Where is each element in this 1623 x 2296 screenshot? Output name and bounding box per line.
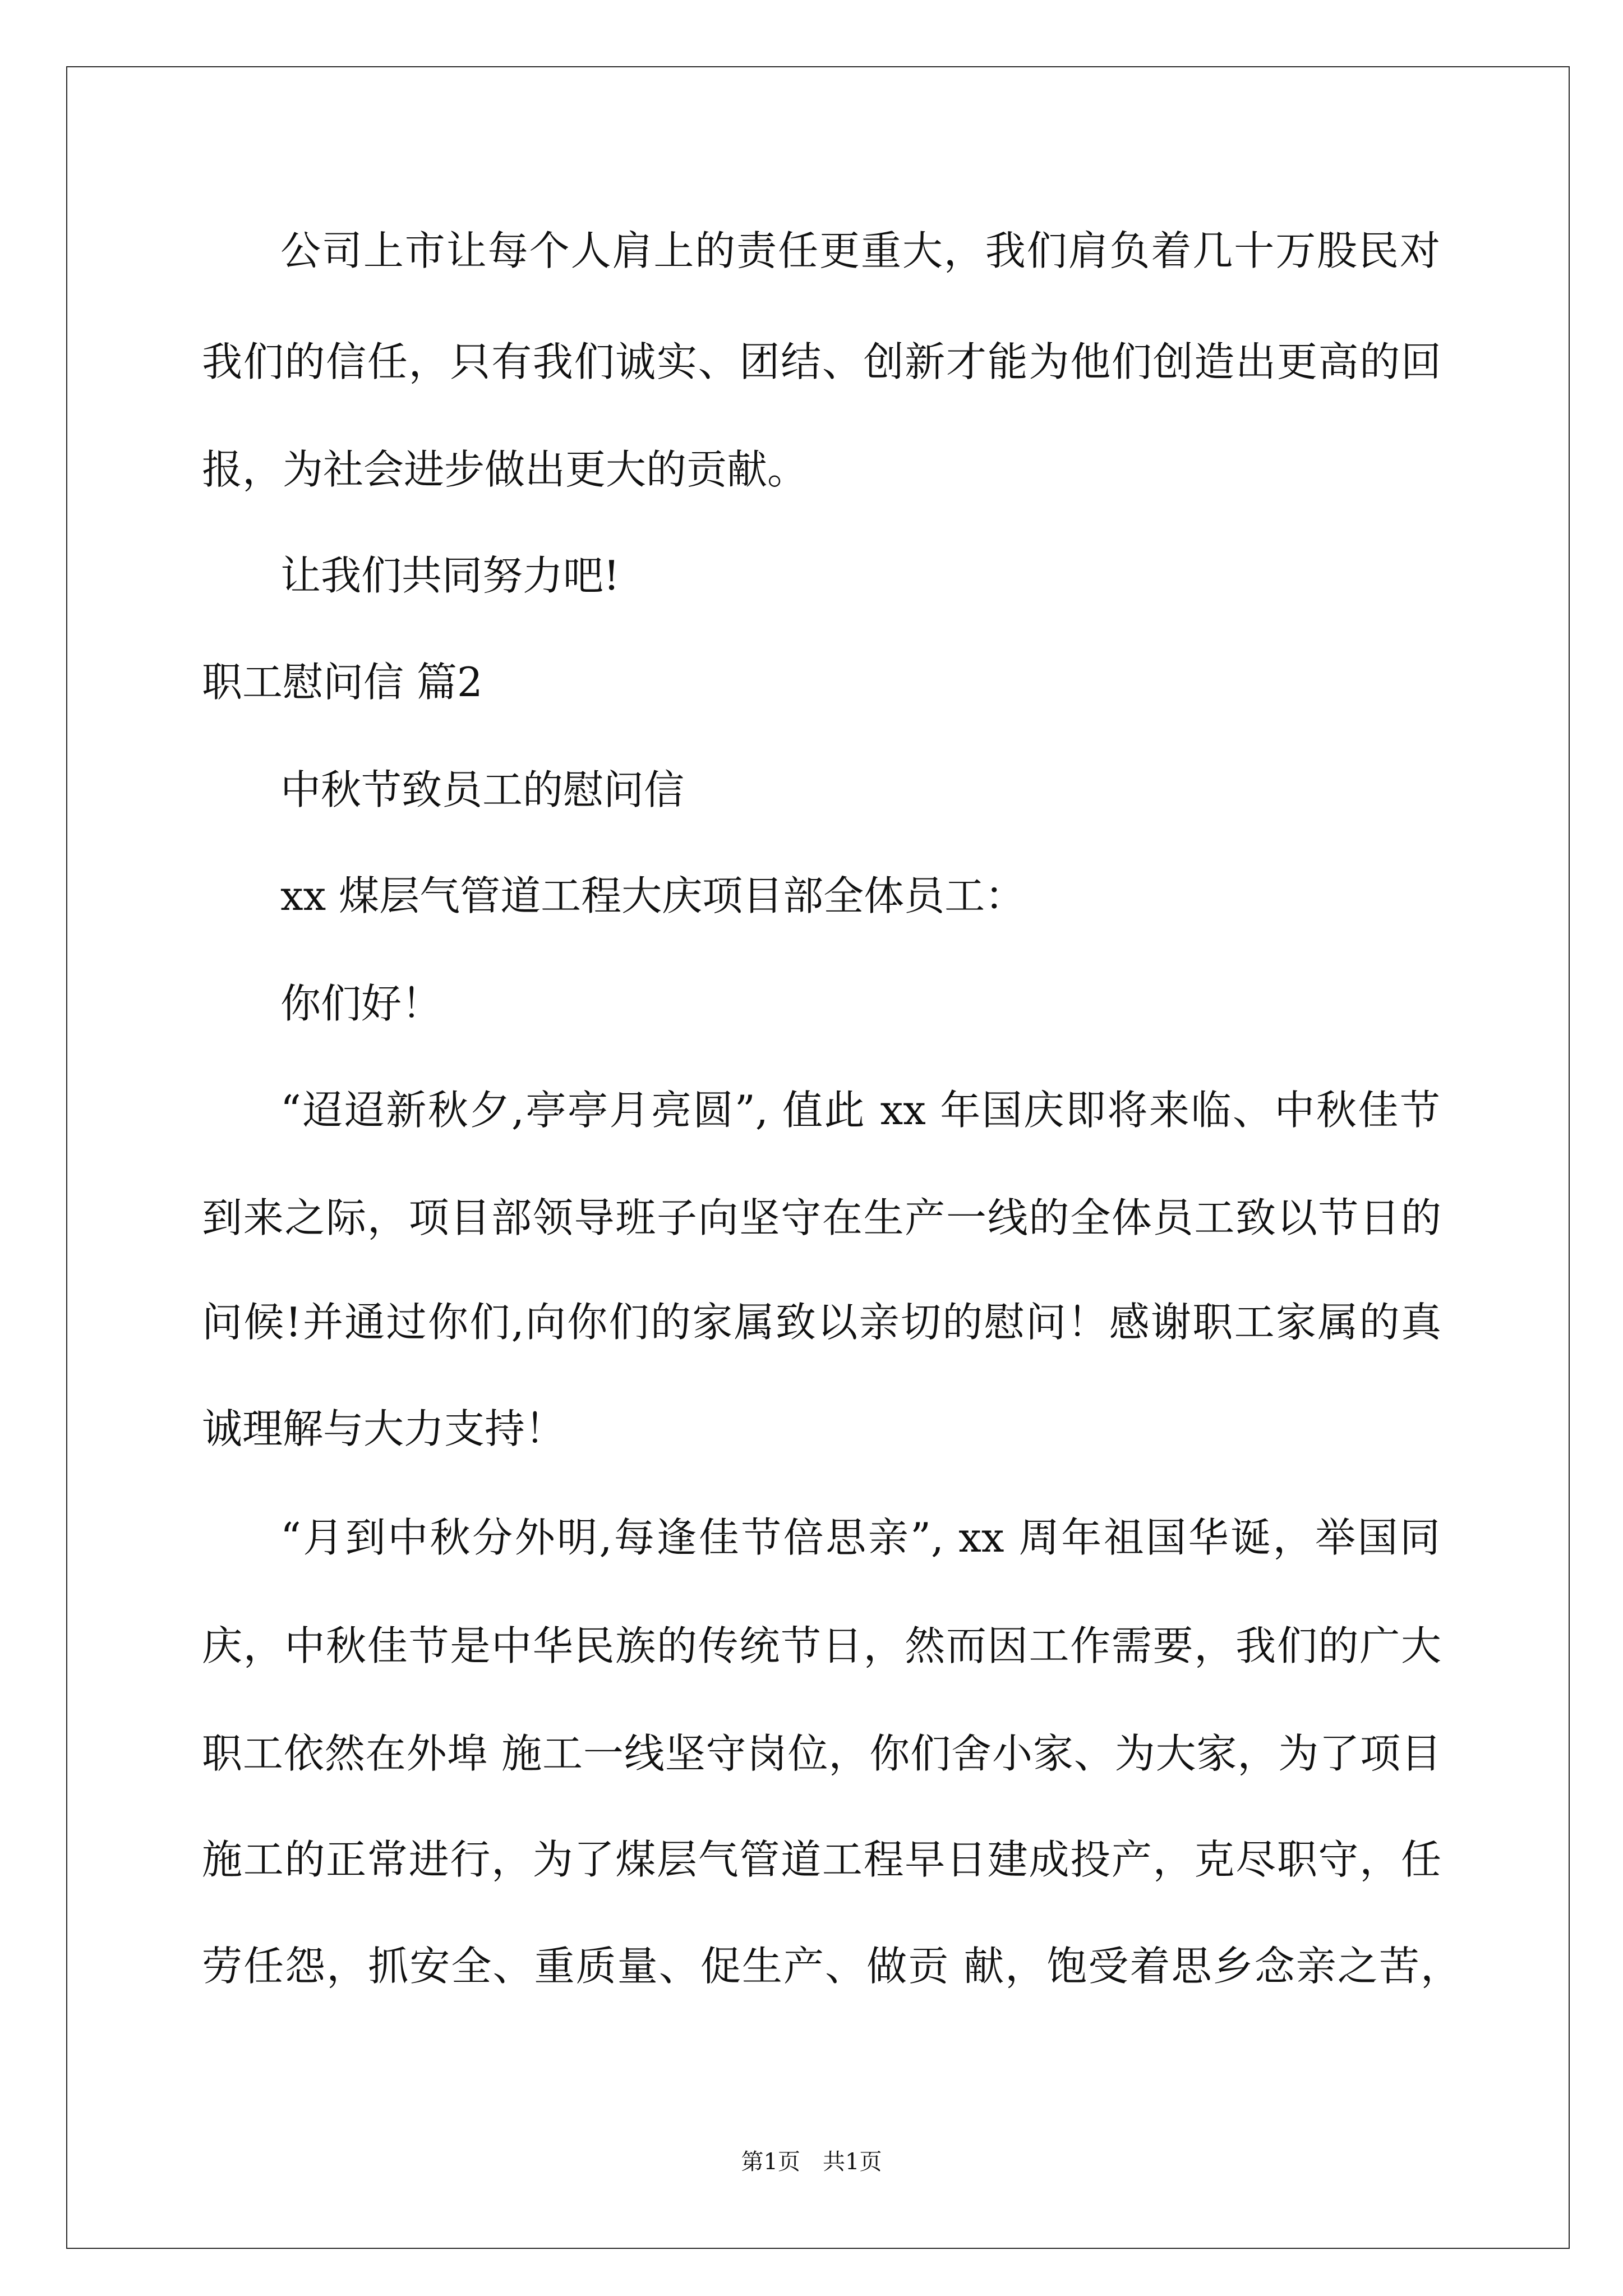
paragraph-line: 报，为社会进步做出更大的贡献。 [202, 446, 808, 493]
paragraph-line: 劳任怨，抓安全、重质量、促生产、做贡 献，饱受着思乡念亲之苦， [202, 1943, 1461, 1990]
letter-title: 中秋节致员工的慰问信 [280, 766, 685, 813]
paragraph-line: “迢迢新秋夕,亭亭月亮圆”, 值此 xx 年国庆即将来临、中秋佳节 [280, 1087, 1440, 1134]
paragraph-line: 职工依然在外埠 施工一线坚守岗位，你们舍小家、为大家，为了项目 [202, 1730, 1441, 1777]
paragraph-line: 让我们共同努力吧! [280, 552, 620, 599]
paragraph-line: “月到中秋分外明,每逢佳节倍思亲”, xx 周年祖国华诞，举国同 [280, 1514, 1440, 1561]
paragraph-line: 公司上市让每个人肩上的责任更重大，我们肩负着几十万股民对 [280, 227, 1440, 274]
paragraph-line: 我们的信任，只有我们诚实、团结、创新才能为他们创造出更高的回 [202, 338, 1441, 385]
page-border [66, 66, 1570, 2249]
letter-recipient: xx 煤层气管道工程大庆项目部全体员工： [280, 872, 1026, 919]
paragraph-line: 庆，中秋佳节是中华民族的传统节日，然而因工作需要，我们的广大 [202, 1622, 1441, 1669]
letter-greeting: 你们好！ [280, 980, 442, 1027]
page-number-footer: 第1页 共1页 [741, 2149, 882, 2175]
paragraph-line: 诚理解与大力支持！ [202, 1405, 566, 1452]
paragraph-line: 到来之际，项目部领导班子向坚守在生产一线的全体员工致以节日的 [202, 1194, 1441, 1241]
paragraph-line: 施工的正常进行，为了煤层气管道工程早日建成投产，克尽职守，任 [202, 1836, 1441, 1883]
section-heading: 职工慰问信 篇2 [202, 659, 483, 706]
paragraph-line: 问候!并通过你们,向你们的家属致以亲切的慰问！感谢职工家属的真 [202, 1299, 1441, 1346]
